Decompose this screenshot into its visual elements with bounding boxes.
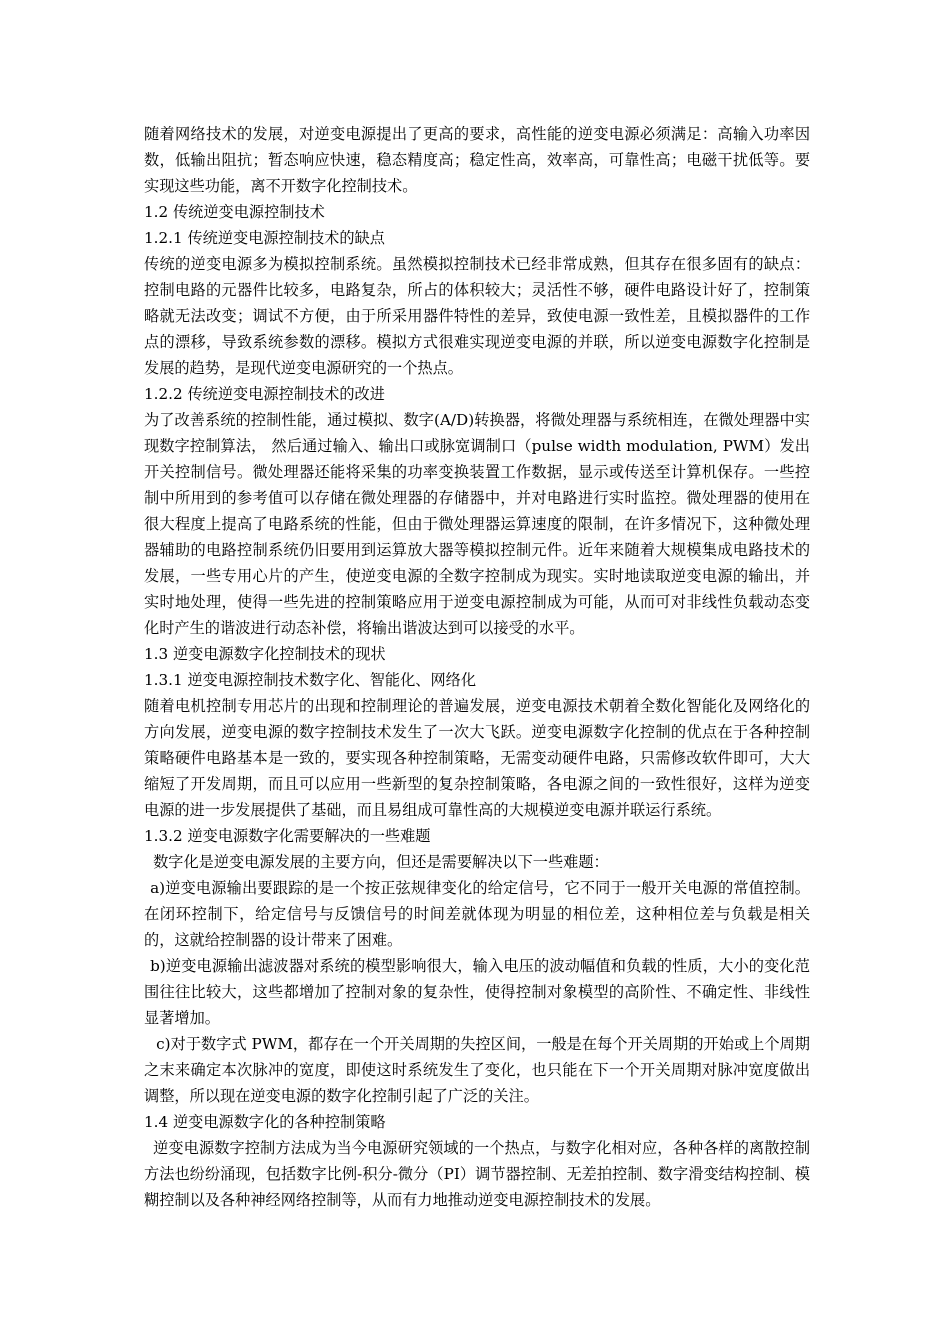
section-heading-1-3-1: 1.3.1 逆变电源控制技术数字化、智能化、网络化 [144, 671, 477, 689]
section-heading-1-4: 1.4 逆变电源数字化的各种控制策略 [144, 1113, 386, 1131]
body-paragraph-strategies: 逆变电源数字控制方法成为当今电源研究领域的一个热点，与数字化相对应，各种各样的离散控制方法也纷纷涌现，包括数字比例-积分-微分（PI）调节器控制、无差拍控制、数字滑变结构控制、模糊控制以及各种神经网络控制等，从而有力地推动逆变电源控制技术的发展。 [144, 1139, 810, 1209]
body-paragraph-problems-intro: 数字化是逆变电源发展的主要方向，但还是需要解决以下一些难题： [153, 853, 609, 871]
section-heading-1-3-2: 1.3.2 逆变电源数字化需要解决的一些难题 [144, 827, 431, 845]
body-paragraph-drawbacks: 传统的逆变电源多为模拟控制系统。虽然模拟控制技术已经非常成熟，但其存在很多固有的缺点：控制电路的元器件比较多，电路复杂，所占的体积较大；灵活性不够，硬件电路设计好了，控制策略就无法改变；调试不方便，由于所采用器件特性的差异，致使电源一致性差，且模拟器件的工作点的漂移，导致系统参数的漂移。模拟方式很难实现逆变电源的并联，所以逆变电源数字化控制是发展的趋势，是现代逆变电源研究的一个热点。 [144, 255, 810, 377]
body-paragraph-intro: 随着网络技术的发展，对逆变电源提出了更高的要求，高性能的逆变电源必须满足：高输入功率因数，低输出阻抗；暂态响应快速，稳态精度高；稳定性高，效率高，可靠性高；电磁干扰低等。要实现这些功能，离不开数字化控制技术。 [144, 125, 810, 195]
section-heading-1-2: 1.2 传统逆变电源控制技术 [144, 203, 325, 221]
body-paragraph-problem-b: b)逆变电源输出滤波器对系统的模型影响很大，输入电压的波动幅值和负载的性质，大小的变化范围往往比较大，这些都增加了控制对象的复杂性，使得控制对象模型的高阶性、不确定性、非线性显著增加。 [144, 957, 810, 1027]
body-paragraph-improvements: 为了改善系统的控制性能，通过模拟、数字(A/D)转换器，将微处理器与系统相连，在微处理器中实现数字控制算法， 然后通过输入、输出口或脉宽调制口（pulse width modulation, PWM）发出开关控制信号。微处理器还能将采集的功率变换装置工作数据，显示或传送至计算机保存。一些控制中所用到的参考值可以存储在微处理器的存储器中，并对电路进行实时监控。微处理器的使用在很大程度上提高了电路系统的性能，但由于微处理器运算速度的限制，在许多情况下，这种微处理器辅助的电路控制系统仍旧要用到运算放大器等模拟控制元件。近年来随着大规模集成电路技术的发展，一些专用心片的产生，使逆变电源的全数字控制成为现实。实时地读取逆变电源的输出，并实时地处理，使得一些先进的控制策略应用于逆变电源控制成为可能，从而可对非线性负载动态变化时产生的谐波进行动态补偿，将输出谐波达到可以接受的水平。 [144, 411, 810, 637]
body-paragraph-digitalization: 随着电机控制专用芯片的出现和控制理论的普遍发展，逆变电源技术朝着全数化智能化及网络化的方向发展，逆变电源的数字控制技术发生了一次大飞跃。逆变电源数字化控制的优点在于各种控制策略硬件电路基本是一致的，要实现各种控制策略，无需变动硬件电路，只需修改软件即可，大大缩短了开发周期，而且可以应用一些新型的复杂控制策略，各电源之间的一致性很好，这样为逆变电源的进一步发展提供了基础，而且易组成可靠性高的大规模逆变电源并联运行系统。 [144, 697, 810, 819]
body-paragraph-problem-c: c)对于数字式 PWM，都存在一个开关周期的失控区间，一般是在每个开关周期的开始或上个周期之末来确定本次脉冲的宽度，即使这时系统发生了变化，也只能在下一个开关周期对脉冲宽度做出调整，所以现在逆变电源的数字化控制引起了广泛的关注。 [144, 1035, 810, 1105]
section-heading-1-3: 1.3 逆变电源数字化控制技术的现状 [144, 645, 386, 663]
section-heading-1-2-1: 1.2.1 传统逆变电源控制技术的缺点 [144, 229, 385, 247]
section-heading-1-2-2: 1.2.2 传统逆变电源控制技术的改进 [144, 385, 385, 403]
body-paragraph-problem-a: a)逆变电源输出要跟踪的是一个按正弦规律变化的给定信号，它不同于一般开关电源的常值控制。在闭环控制下，给定信号与反馈信号的时间差就体现为明显的相位差，这种相位差与负载是相关的，这就给控制器的设计带来了困难。 [144, 879, 810, 949]
document-page [144, 121, 810, 1213]
